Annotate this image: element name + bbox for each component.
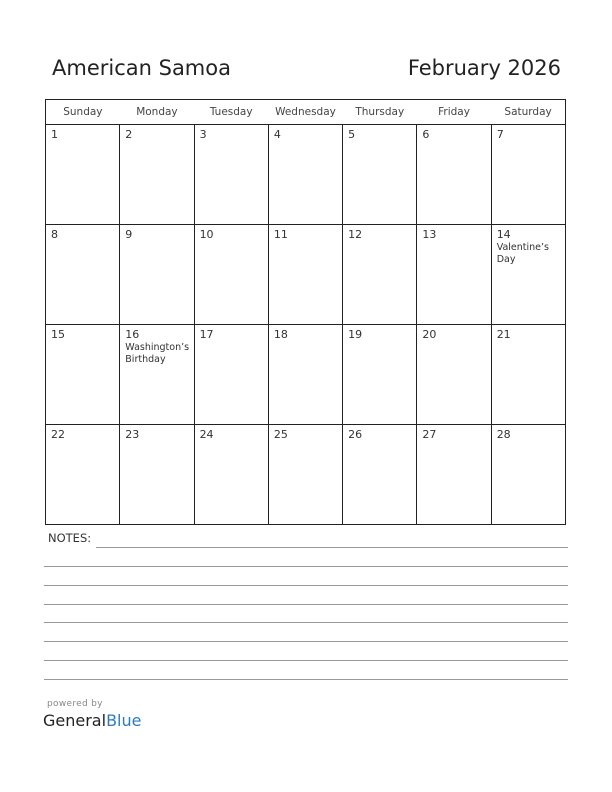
brand-blue: Blue <box>106 711 142 730</box>
weekday-thursday: Thursday <box>343 100 417 125</box>
day-number: 7 <box>496 128 504 141</box>
day-number: 23 <box>125 428 140 441</box>
holiday-label: Valentine’s Day <box>496 242 549 265</box>
day-cell <box>120 325 194 425</box>
weekday-friday: Friday <box>417 100 491 125</box>
note-line <box>44 604 568 605</box>
calendar-grid <box>45 99 566 525</box>
day-cell <box>120 125 194 225</box>
weekday-header-row <box>46 100 566 125</box>
day-number: 16 <box>125 328 140 341</box>
day-cell <box>268 425 342 525</box>
brand-general: General <box>43 711 107 730</box>
day-cell <box>417 125 491 225</box>
day-number: 11 <box>273 228 288 241</box>
day-cell <box>194 225 268 325</box>
day-number: 18 <box>273 328 288 341</box>
day-cell <box>46 425 120 525</box>
note-line <box>44 641 568 642</box>
day-number: 8 <box>51 228 58 241</box>
day-number: 6 <box>422 128 430 141</box>
note-line <box>44 679 568 680</box>
day-number: 5 <box>348 128 356 141</box>
weekday-wednesday: Wednesday <box>268 100 342 125</box>
day-number: 15 <box>51 328 65 341</box>
day-number: 4 <box>273 128 281 141</box>
day-cell <box>268 325 342 425</box>
day-cell <box>343 125 417 225</box>
day-number: 1 <box>51 128 58 141</box>
day-number: 19 <box>348 328 363 341</box>
day-cell <box>491 325 565 425</box>
day-number: 10 <box>199 228 214 241</box>
day-cell <box>120 225 194 325</box>
day-number: 3 <box>199 128 207 141</box>
day-number: 28 <box>496 428 511 441</box>
day-number: 12 <box>348 228 363 241</box>
day-number: 13 <box>422 228 437 241</box>
day-cell <box>46 225 120 325</box>
notes-label: NOTES: <box>48 531 92 545</box>
day-number: 17 <box>199 328 214 341</box>
day-cell <box>343 425 417 525</box>
day-cell <box>417 225 491 325</box>
day-cell <box>417 425 491 525</box>
note-line <box>44 566 568 567</box>
day-cell <box>491 125 565 225</box>
note-line <box>44 585 568 586</box>
day-number: 2 <box>125 128 133 141</box>
day-number: 22 <box>51 428 65 441</box>
weekday-saturday: Saturday <box>491 100 565 125</box>
day-cell <box>491 225 565 325</box>
day-number: 26 <box>348 428 363 441</box>
day-number: 24 <box>199 428 214 441</box>
note-line <box>44 622 568 623</box>
day-cell <box>343 325 417 425</box>
day-cell <box>194 325 268 425</box>
day-cell <box>120 425 194 525</box>
month-year-title: February 2026 <box>407 56 561 80</box>
weekday-sunday: Sunday <box>46 100 120 125</box>
weekday-monday: Monday <box>120 100 194 125</box>
day-number: 21 <box>496 328 511 341</box>
week-row <box>46 425 566 525</box>
day-number: 20 <box>422 328 437 341</box>
day-cell <box>417 325 491 425</box>
day-cell <box>491 425 565 525</box>
day-number: 14 <box>496 228 511 241</box>
day-cell <box>194 425 268 525</box>
week-row <box>46 125 566 225</box>
day-cell <box>268 225 342 325</box>
country-title: American Samoa <box>52 56 231 80</box>
week-row <box>46 225 566 325</box>
day-cell <box>268 125 342 225</box>
day-number: 27 <box>422 428 437 441</box>
powered-by-text: powered by <box>47 699 103 709</box>
brand-logo[interactable] <box>43 711 141 730</box>
note-line <box>96 547 568 548</box>
day-cell <box>343 225 417 325</box>
note-line <box>44 660 568 661</box>
day-number: 9 <box>125 228 133 241</box>
weekday-tuesday: Tuesday <box>194 100 268 125</box>
week-row <box>46 325 566 425</box>
day-cell <box>46 125 120 225</box>
holiday-label: Washington’s Birthday <box>125 342 190 365</box>
day-cell <box>46 325 120 425</box>
day-number: 25 <box>273 428 288 441</box>
day-cell <box>194 125 268 225</box>
